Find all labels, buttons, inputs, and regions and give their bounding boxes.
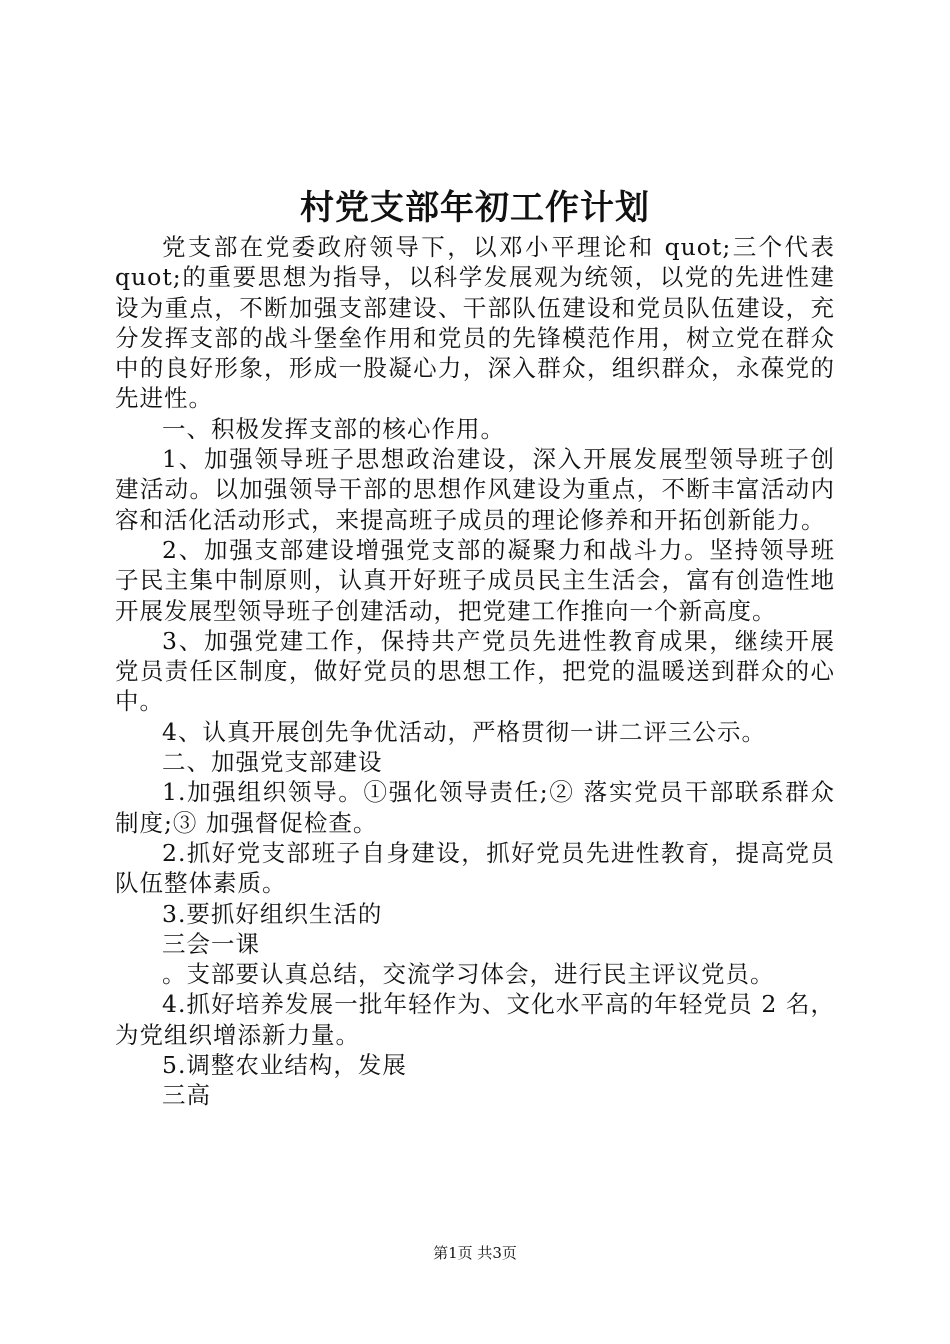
document-body: [115, 232, 835, 1111]
section-heading-2: 二、加强党支部建设: [162, 748, 383, 777]
paragraph-item-1-2: 2、加强支部建设增强党支部的凝聚力和战斗力。坚持领导班子民主集中制原则，认真开好班子成员民主生活会，富有创造性地开展发展型领导班子创建活动，把党建工作推向一个新高度。: [115, 535, 835, 625]
paragraph-item-2-2: 2.抓好党支部班子自身建设，抓好党员先进性教育，提高党员队伍整体素质。: [115, 838, 835, 898]
paragraph-line-sangao: 三高: [162, 1081, 211, 1110]
paragraph-item-1-1: 1、加强领导班子思想政治建设，深入开展发展型领导班子创建活动。以加强领导干部的思想作风建设为重点，不断丰富活动内容和活化活动形式，来提高班子成员的理论修养和开拓创新能力。: [115, 445, 835, 534]
paragraph-intro: 党支部在党委政府领导下，以邓小平理论和 quot;三个代表 quot;的重要思想为指导，以科学发展观为统领，以党的先进性建设为重点，不断加强支部建设、干部队伍建设和党员队伍建设，充分发挥支部的战斗堡垒作用和党员的先锋模范作用，树立党在群众中的良好形象，形成一股凝心力，深入群众，组织群众，永葆党的先进性。: [115, 233, 835, 413]
section-heading-1: 一、积极发挥支部的核心作用。: [162, 414, 505, 443]
page-footer: 第1页 共3页: [433, 1244, 517, 1262]
paragraph-item-1-3: 3、加强党建工作，保持共产党员先进性教育成果，继续开展党员责任区制度，做好党员的思想工作，把党的温暖送到群众的心中。: [115, 626, 835, 716]
paragraph-item-2-4: 4.抓好培养发展一批年轻作为、文化水平高的年轻党员 2 名，为党组织增添新力量。: [115, 990, 835, 1049]
document-title: 村党支部年初工作计划: [300, 188, 650, 228]
paragraph-item-2-1: 1.加强组织领导。①强化领导责任;② 落实党员干部联系群众制度;③ 加强督促检查。: [115, 778, 835, 837]
paragraph-item-2-3: 3.要抓好组织生活的: [162, 899, 383, 928]
paragraph-line-sanhui: 三会一课: [162, 929, 260, 958]
paragraph-line-summary: 。支部要认真总结，交流学习体会，进行民主评议党员。: [162, 960, 775, 989]
paragraph-item-1-4: 4、认真开展创先争优活动，严格贯彻一讲二评三公示。: [162, 717, 766, 746]
paragraph-item-2-5: 5.调整农业结构，发展: [162, 1051, 407, 1080]
